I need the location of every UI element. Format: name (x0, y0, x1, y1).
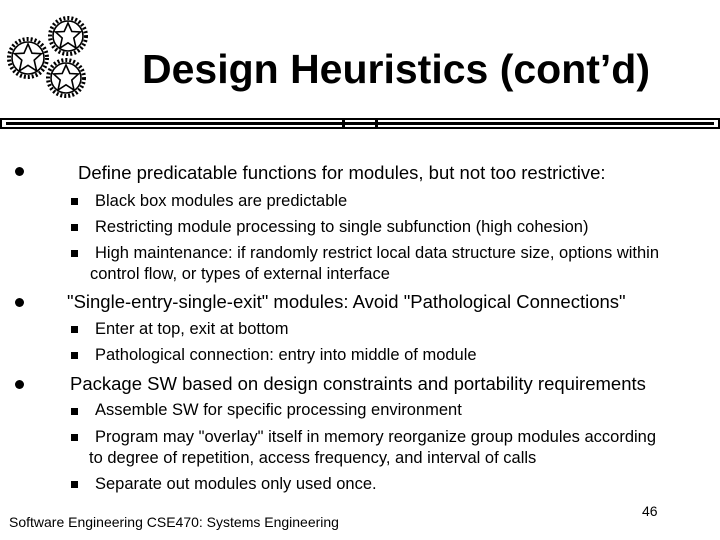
bullet-level2-continuation: control flow, or types of external interface (90, 265, 390, 283)
bullet-square-icon (71, 198, 78, 205)
bullet-level2: Assemble SW for specific processing environment (95, 401, 462, 419)
bullet-level1: Define predicatable functions for modules, but not too restrictive: (78, 162, 606, 183)
bullet-level2: Black box modules are predictable (95, 192, 348, 210)
bullet-level1: Package SW based on design constraints and portability requirements (70, 373, 646, 394)
slide-footer: Software Engineering CSE470: Systems Engineering (9, 514, 339, 530)
bullet-level2-continuation: to degree of repetition, access frequency, and interval of calls (89, 449, 537, 467)
bullet-level2: Separate out modules only used once. (95, 475, 377, 493)
bullet-dot-icon (15, 298, 24, 307)
bullet-square-icon (71, 224, 78, 231)
bullet-dot-icon (15, 380, 24, 389)
bullet-level2: Program may "overlay" itself in memory reorganize group modules according (95, 428, 657, 446)
bullet-square-icon (71, 352, 78, 359)
bullet-level2: Enter at top, exit at bottom (95, 320, 289, 338)
bullet-level1: "Single-entry-single-exit" modules: Avoid "Pathological Connections" (67, 291, 626, 312)
bullet-square-icon (71, 408, 78, 415)
page-number: 46 (642, 503, 658, 519)
slide-title: Design Heuristics (cont’d) (141, 46, 650, 92)
bullet-level2: High maintenance: if randomly restrict local data structure size, options within (95, 244, 660, 262)
bullet-dot-icon (15, 167, 24, 176)
bullet-square-icon (71, 326, 78, 333)
bullet-level2: Pathological connection: entry into middle of module (95, 346, 477, 364)
bullet-square-icon (71, 434, 78, 441)
bullet-square-icon (71, 250, 78, 257)
bullet-square-icon (71, 481, 78, 488)
bullet-level2: Restricting module processing to single subfunction (high cohesion) (95, 218, 589, 236)
title-divider-mark (342, 120, 378, 127)
